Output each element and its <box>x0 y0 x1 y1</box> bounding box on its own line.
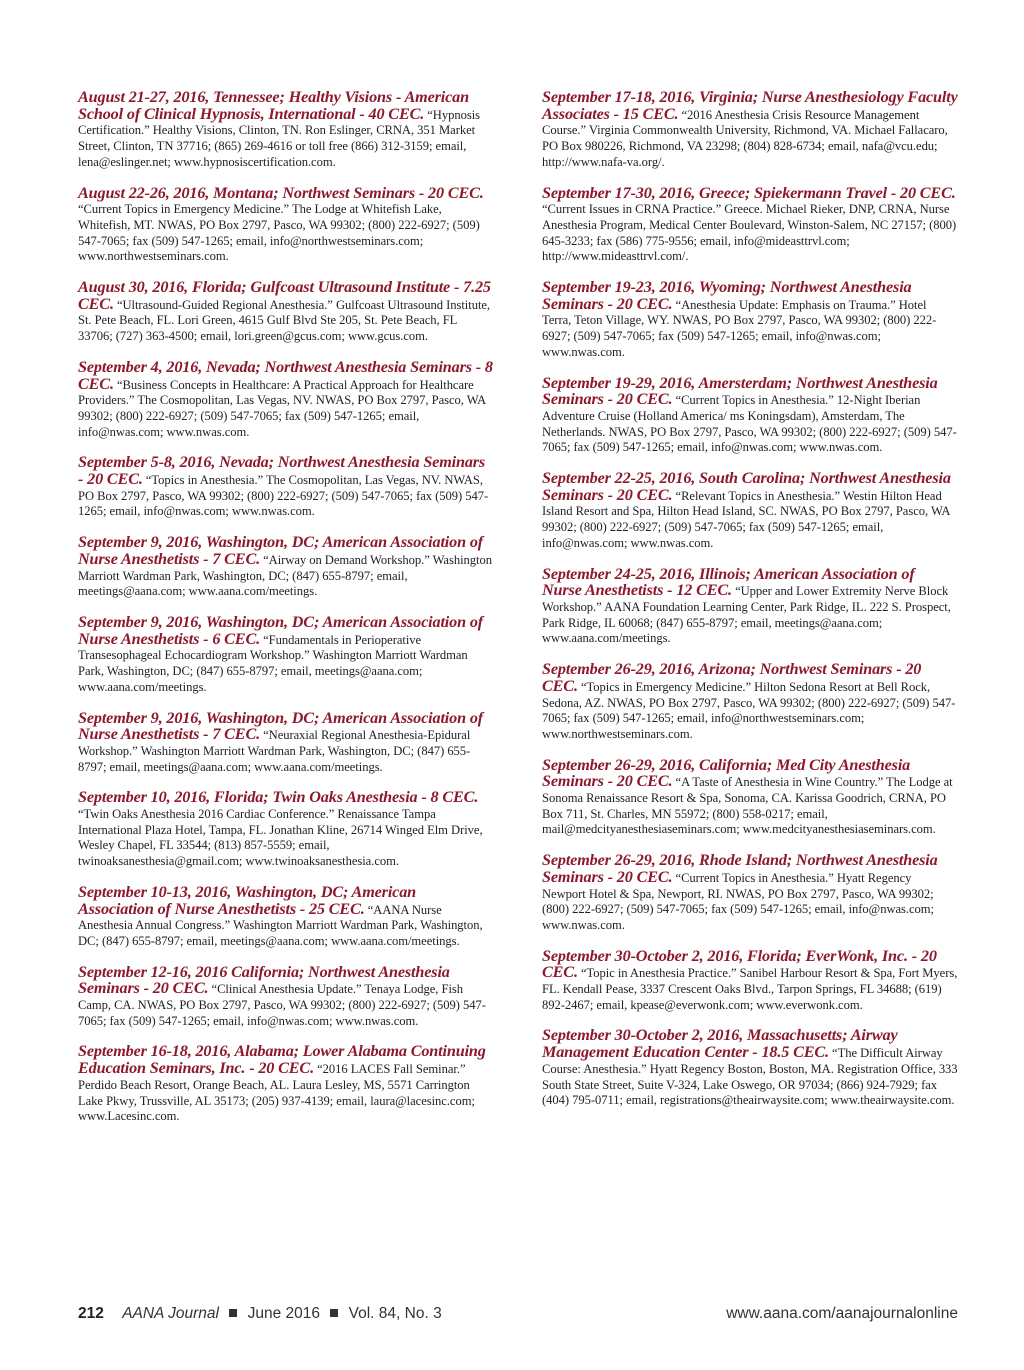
event-listing <box>542 946 958 1014</box>
square-separator-icon <box>330 1309 338 1317</box>
event-details: “Neuraxial Regional Anesthesia-Epidural Workshop.” Washington Marriott Wardman Park, Washington, DC; (847) 655-8797; email, meetings@aana.com; www.aana.com/meetings. <box>78 728 471 774</box>
volume-issue: Vol. 84, No. 3 <box>348 1305 442 1322</box>
event-details: “A Taste of Anesthesia in Wine Country.” The Lodge at Sonoma Renaissance Resort & Spa, Sonoma, CA. Karissa Goodrich, CRNA, PO Box 711, St. Charles, MN 55972; (800) 558-0217; email, mail@medcityanesthesiaseminars.com; www.medcityanesthesiaseminars.com. <box>542 775 953 837</box>
event-listing <box>78 535 494 600</box>
event-details: “Current Issues in CRNA Practice.” Greece. Michael Rieker, DNP, CRNA, Nurse Anesthesia Program, Medical Center Boulevard, Winston-Salem, NC 27157; (800) 645-3233; fax (586) 775-9556; email, info@mideasttrvl.com; http://www.mideasttrvl.com/. <box>542 202 957 264</box>
event-listing <box>78 90 494 171</box>
event-heading: September 17-18, 2016, Virginia; Nurse Anesthesiology Faculty Associates - 15 CEC. <box>542 88 958 123</box>
event-heading: September 19-23, 2016, Wyoming; Northwest Anesthesia Seminars - 20 CEC. <box>542 278 912 313</box>
event-listing <box>78 1044 494 1125</box>
event-heading: September 10, 2016, Florida; Twin Oaks Anesthesia - 8 CEC. <box>78 788 479 807</box>
event-details: “The Difficult Airway Course: Anesthesia.” Hyatt Regency Boston, Boston, MA. Registration Office, 333 South State Street, Suite V-324, Lake Oswego, OR 97034; (866) 924-7929; fax (404) 795-0711; email, registrations@theairwaysite.com; www.theairwaysite.com. <box>542 1046 958 1108</box>
event-details: “2016 Anesthesia Crisis Resource Management Course.” Virginia Commonwealth University, Richmond, VA. Michael Fallacaro, PO Box 980226, Richmond, VA 23298; (804) 828-6734; email, nafa@vcu.edu; http://www.nafa-va.org/. <box>542 107 948 169</box>
page-footer <box>78 1305 958 1325</box>
event-details: “Fundamentals in Perioperative Transesophageal Echocardiogram Workshop.” Washington Marriott Wardman Park, Washington, DC; (847) 655-8797; email, meetings@aana.com; www.aana.com/meetings. <box>78 632 468 694</box>
event-listing <box>78 280 494 345</box>
event-details: “Anesthesia Update: Emphasis on Trauma.” Hotel Terra, Teton Village, WY. NWAS, PO Box 2797, Pasco, WA 99302; (800) 222-6927; (509) 547-7065; fax (509) 547-1265; email, info@nwas.com; www.nwas.com. <box>542 297 937 359</box>
event-heading: August 22-26, 2016, Montana; Northwest Seminars - 20 CEC. <box>78 183 484 202</box>
event-details: “Relevant Topics in Anesthesia.” Westin Hilton Head Island Resort and Spa, Hilton Head Island, SC. NWAS, PO Box 2797, Pasco, WA 99302; (800) 222-6927; (509) 547-7065; fax (509) 547-1265; email, info@nwas.com; www.nwas.com. <box>542 488 950 550</box>
event-listing <box>78 962 494 1030</box>
event-heading: September 22-25, 2016, South Carolina; Northwest Anesthesia Seminars - 20 CEC. <box>542 469 951 504</box>
column-left <box>78 90 494 1140</box>
event-listing <box>78 183 494 266</box>
event-details: “Upper and Lower Extremity Nerve Block Workshop.” AANA Foundation Learning Center, Park Ridge, IL. 222 S. Prospect, Park Ridge, IL 60068; (847) 655-8797; email, meetings@aana.com; www.aana.com/meetings. <box>542 584 951 646</box>
event-details: “Hypnosis Certification.” Healthy Visions, Clinton, TN. Ron Eslinger, CRNA, 351 Market Street, Clinton, TN 37716; (865) 269-4616 or toll free (866) 312-3159; email, lena@eslinger.net; www.hypnosiscertification.com. <box>78 107 480 169</box>
event-heading: September 24-25, 2016, Illinois; American Association of Nurse Anesthetists - 12 CEC. <box>542 564 915 600</box>
listing-columns <box>78 90 958 1140</box>
event-details: “Current Topics in Emergency Medicine.” The Lodge at Whitefish Lake, Whitefish, MT. NWAS, PO Box 2797, Pasco, WA 99302; (800) 222-6927; (509) 547-7065; fax (509) 547-1265; email, info@northwestseminars.com; www.northwestseminars.com. <box>78 202 480 264</box>
event-listing <box>542 90 958 171</box>
event-listing <box>542 280 958 361</box>
event-details: “Business Concepts in Healthcare: A Practical Approach for Healthcare Providers.” The Cosmopolitan, Las Vegas, NV. NWAS, PO Box 2797, Pasco, WA 99302; (800) 222-6927; (509) 547-7065; fax (509) 547-1265; email, info@nwas.com; www.nwas.com. <box>78 377 486 439</box>
event-details: “AANA Nurse Anesthesia Annual Congress.” Washington Marriott Wardman Park, Washington, DC; (847) 655-8797; email, meetings@aana.com; www.aana.com/meetings. <box>78 902 483 948</box>
column-right <box>542 90 958 1140</box>
event-details: “Topic in Anesthesia Practice.” Sanibel Harbour Resort & Spa, Fort Myers, FL. Kendall Pease, 3337 Crescent Oaks Blvd., Tarpon Springs, FL 34688; (619) 892-2467; email, kpease@everwonk.com; www.everwonk.com. <box>542 966 958 1012</box>
event-heading: September 26-29, 2016, Rhode Island; Northwest Anesthesia Seminars - 20 CEC. <box>542 851 938 886</box>
issue-date: June 2016 <box>247 1305 320 1322</box>
event-listing <box>78 708 494 776</box>
square-separator-icon <box>229 1309 237 1317</box>
event-heading: September 19-29, 2016, Amersterdam; Northwest Anesthesia Seminars - 20 CEC. <box>542 373 938 409</box>
event-details: “Ultrasound-Guided Regional Anesthesia.” Gulfcoast Ultrasound Institute, St. Pete Beach, FL. Lori Green, 4615 Gulf Blvd Ste 205, St. Pete Beach, FL 33706; (727) 363-4500; email, lori.green@gcus.com; www.gcus.com. <box>78 297 491 344</box>
page-number: 212 <box>78 1305 104 1322</box>
event-heading: September 9, 2016, Washington, DC; American Association of Nurse Anesthetists - 7 CEC. <box>78 533 484 568</box>
footer-citation <box>78 1305 442 1323</box>
event-heading: September 5-8, 2016, Nevada; Northwest Anesthesia Seminars - 20 CEC. <box>78 453 486 489</box>
event-details: “Topics in Emergency Medicine.” Hilton Sedona Resort at Bell Rock, Sedona, AZ. NWAS, PO Box 2797, Pasco, WA 99302; (800) 222-6927; (509) 547-7065; fax (509) 547-1265; email, info@northwestseminars.com; www.northwestseminars.com. <box>542 679 956 741</box>
event-details: “Topics in Anesthesia.” The Cosmopolitan, Las Vegas, NV. NWAS, PO Box 2797, Pasco, WA 99302; (800) 222-6927; (509) 547-7065; fax (509) 547-1265; email, info@nwas.com; www.nwas.com. <box>78 473 489 519</box>
event-heading: August 30, 2016, Florida; Gulfcoast Ultrasound Institute - 7.25 CEC. <box>78 278 491 313</box>
event-details: “2016 LACES Fall Seminar.” Perdido Beach Resort, Orange Beach, AL. Laura Lesley, MS, 5571 Carrington Lake Pkwy, Trussville, AL 35173; (205) 937-4139; email, laura@lacesinc.com; www.Lacesinc.com. <box>78 1062 475 1124</box>
event-heading: August 21-27, 2016, Tennessee; Healthy Visions - American School of Clinical Hypnosis, International - 40 CEC. <box>78 88 469 123</box>
event-listing <box>78 790 494 870</box>
event-listing <box>78 357 494 441</box>
event-listing <box>78 612 494 696</box>
event-heading: September 16-18, 2016, Alabama; Lower Alabama Continuing Education Seminars, Inc. - 20 CEC. <box>78 1042 486 1078</box>
event-heading: September 26-29, 2016, California; Med City Anesthesia Seminars - 20 CEC. <box>542 755 911 791</box>
event-details: “Twin Oaks Anesthesia 2016 Cardiac Conference.” Renaissance Tampa International Plaza Hotel, Tampa, FL. Jonathan Kline, 26714 Winged Elm Drive, Wesley Chapel, FL 33544; (813) 857-5559; email, twinoaksanesthesia@gmail.com; www.twinoaksanesthesia.com. <box>78 807 483 869</box>
event-listing <box>542 1028 958 1109</box>
event-details: “Airway on Demand Workshop.” Washington Marriott Wardman Park, Washington, DC; (847) 655-8797; email, meetings@aana.com; www.aana.com/meetings. <box>78 552 492 599</box>
event-heading: September 30-October 2, 2016, Florida; EverWonk, Inc. - 20 CEC. <box>542 946 937 982</box>
event-heading: September 12-16, 2016 California; Northwest Anesthesia Seminars - 20 CEC. <box>78 962 450 998</box>
event-heading: September 10-13, 2016, Washington, DC; American Association of Nurse Anesthetists - 25 CEC. <box>78 882 417 918</box>
event-heading: September 17-30, 2016, Greece; Spiekermann Travel - 20 CEC. <box>542 183 956 202</box>
event-heading: September 9, 2016, Washington, DC; American Association of Nurse Anesthetists - 6 CEC. <box>78 612 484 648</box>
event-listing <box>542 373 958 457</box>
event-heading: September 4, 2016, Nevada; Northwest Anesthesia Seminars - 8 CEC. <box>78 357 493 393</box>
event-listing <box>542 183 958 266</box>
event-listing <box>542 853 958 934</box>
event-listing <box>542 662 958 743</box>
event-listing <box>542 755 958 839</box>
journal-url[interactable]: www.aana.com/aanajournalonline <box>726 1305 958 1322</box>
journal-name: AANA Journal <box>122 1305 219 1322</box>
event-listing <box>542 564 958 648</box>
event-heading: September 26-29, 2016, Arizona; Northwest Seminars - 20 CEC. <box>542 660 922 695</box>
event-heading: September 9, 2016, Washington, DC; American Association of Nurse Anesthetists - 7 CEC. <box>78 708 484 744</box>
event-heading: September 30-October 2, 2016, Massachusetts; Airway Management Education Center - 18.5 CEC. <box>542 1026 898 1062</box>
event-listing <box>78 455 494 520</box>
event-details: “Clinical Anesthesia Update.” Tenaya Lodge, Fish Camp, CA. NWAS, PO Box 2797, Pasco, WA 99302; (800) 222-6927; (509) 547-7065; fax (509) 547-1265; email, info@nwas.com; www.nwas.com. <box>78 982 486 1028</box>
event-listing <box>542 471 958 552</box>
event-listing <box>78 882 494 950</box>
event-details: “Current Topics in Anesthesia.” Hyatt Regency Newport Hotel & Spa, Newport, RI. NWAS, PO Box 2797, Pasco, WA 99302; (800) 222-6927; (509) 547-7065; fax (509) 547-1265; email, info@nwas.com; www.nwas.com. <box>542 870 934 932</box>
event-details: “Current Topics in Anesthesia.” 12-Night Iberian Adventure Cruise (Holland America/ ms Koningsdam), Amsterdam, The Netherlands. NWAS, PO Box 2797, Pasco, WA 99302; (800) 222-6927; (509) 547-7065; fax (509) 547-1265; email, info@nwas.com; www.nwas.com. <box>542 393 957 455</box>
